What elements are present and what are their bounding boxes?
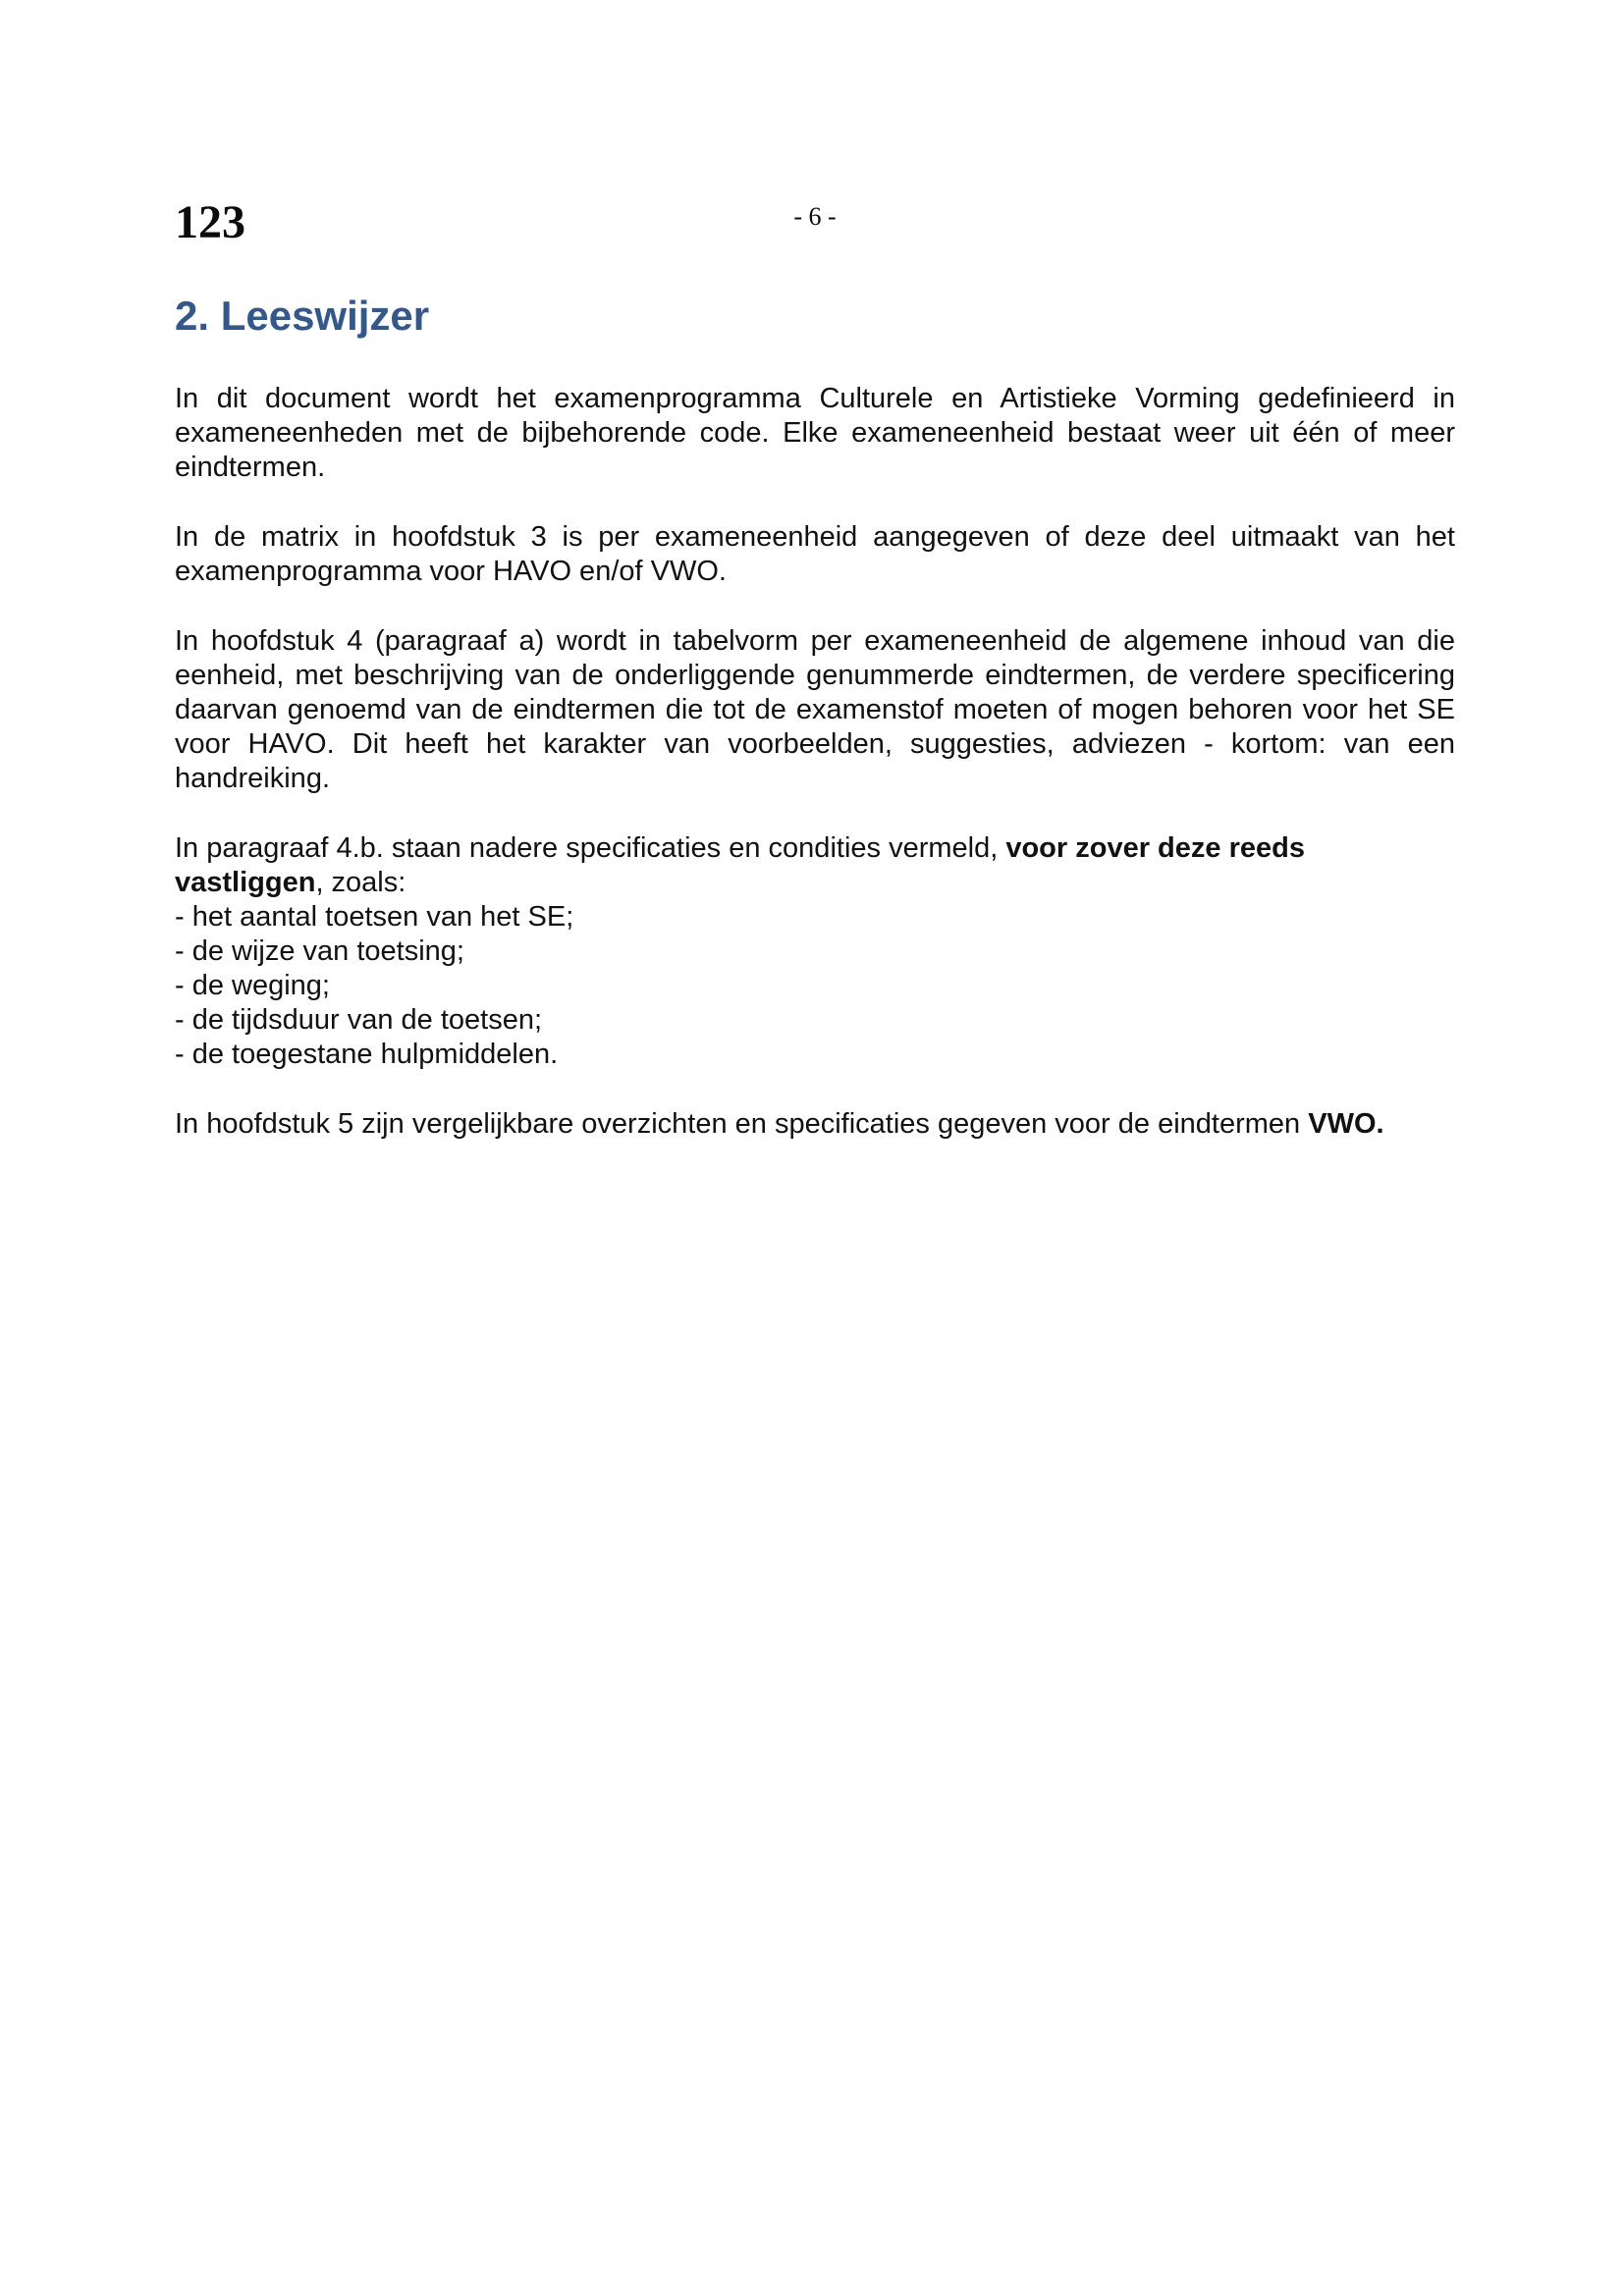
page-number: - 6 - — [793, 202, 837, 231]
list-item-aantal-toetsen: - het aantal toetsen van het SE; — [175, 901, 574, 933]
paragraph-matrix: In de matrix in hoofdstuk 3 is per exameneenheid aangegeven of deze deel uitmaakt van het examenprogramma voor HAVO en/of VWO. — [175, 521, 1455, 587]
paragraph-intro: In dit document wordt het examenprogramma Culturele en Artistieke Vorming gedefinieerd in exameneenheden met de bijbehorende code. Elke exameneenheid bestaat weer uit één of meer eindtermen. — [175, 383, 1455, 483]
list-item-tijdsduur: - de tijdsduur van de toetsen; — [175, 1004, 543, 1036]
list-item-wijze-toetsing: - de wijze van toetsing; — [175, 935, 464, 967]
section-heading: 2. Leeswijzer — [175, 293, 430, 339]
paragraph-hoofdstuk-4: In hoofdstuk 4 (paragraaf a) wordt in tabelvorm per exameneenheid de algemene inhoud van die eenheid, met beschrijving van de onderliggende genummerde eindtermen, de verdere specificering daarvan genoemd van de eindtermen die tot de examenstof moeten of mogen behoren voor het SE voor HAVO. Dit heeft het karakter van voorbeelden, suggesties, adviezen - kortom: van een handreiking. — [175, 625, 1455, 794]
paragraph-specificaties — [175, 831, 1455, 1072]
list-item-hulpmiddelen: - de toegestane hulpmiddelen. — [175, 1039, 559, 1070]
page-header — [175, 196, 1455, 248]
document-number: 123 — [175, 196, 245, 248]
paragraph-hoofdstuk-5 — [175, 1107, 1455, 1142]
paragraph-specificaties-start: In paragraaf 4.b. staan nadere specificaties en condities vermeld, — [175, 832, 1006, 864]
paragraph-specificaties-bold: voor zover deze reeds vastliggen — [175, 832, 1305, 898]
list-item-weging: - de weging; — [175, 970, 330, 1001]
paragraph-hoofdstuk-5-start: In hoofdstuk 5 zijn vergelijkbare overzichten en specificaties gegeven voor de eindtermen — [175, 1108, 1309, 1140]
paragraph-specificaties-end: , zoals: — [315, 867, 406, 898]
paragraph-hoofdstuk-5-bold: VWO. — [1308, 1108, 1384, 1140]
